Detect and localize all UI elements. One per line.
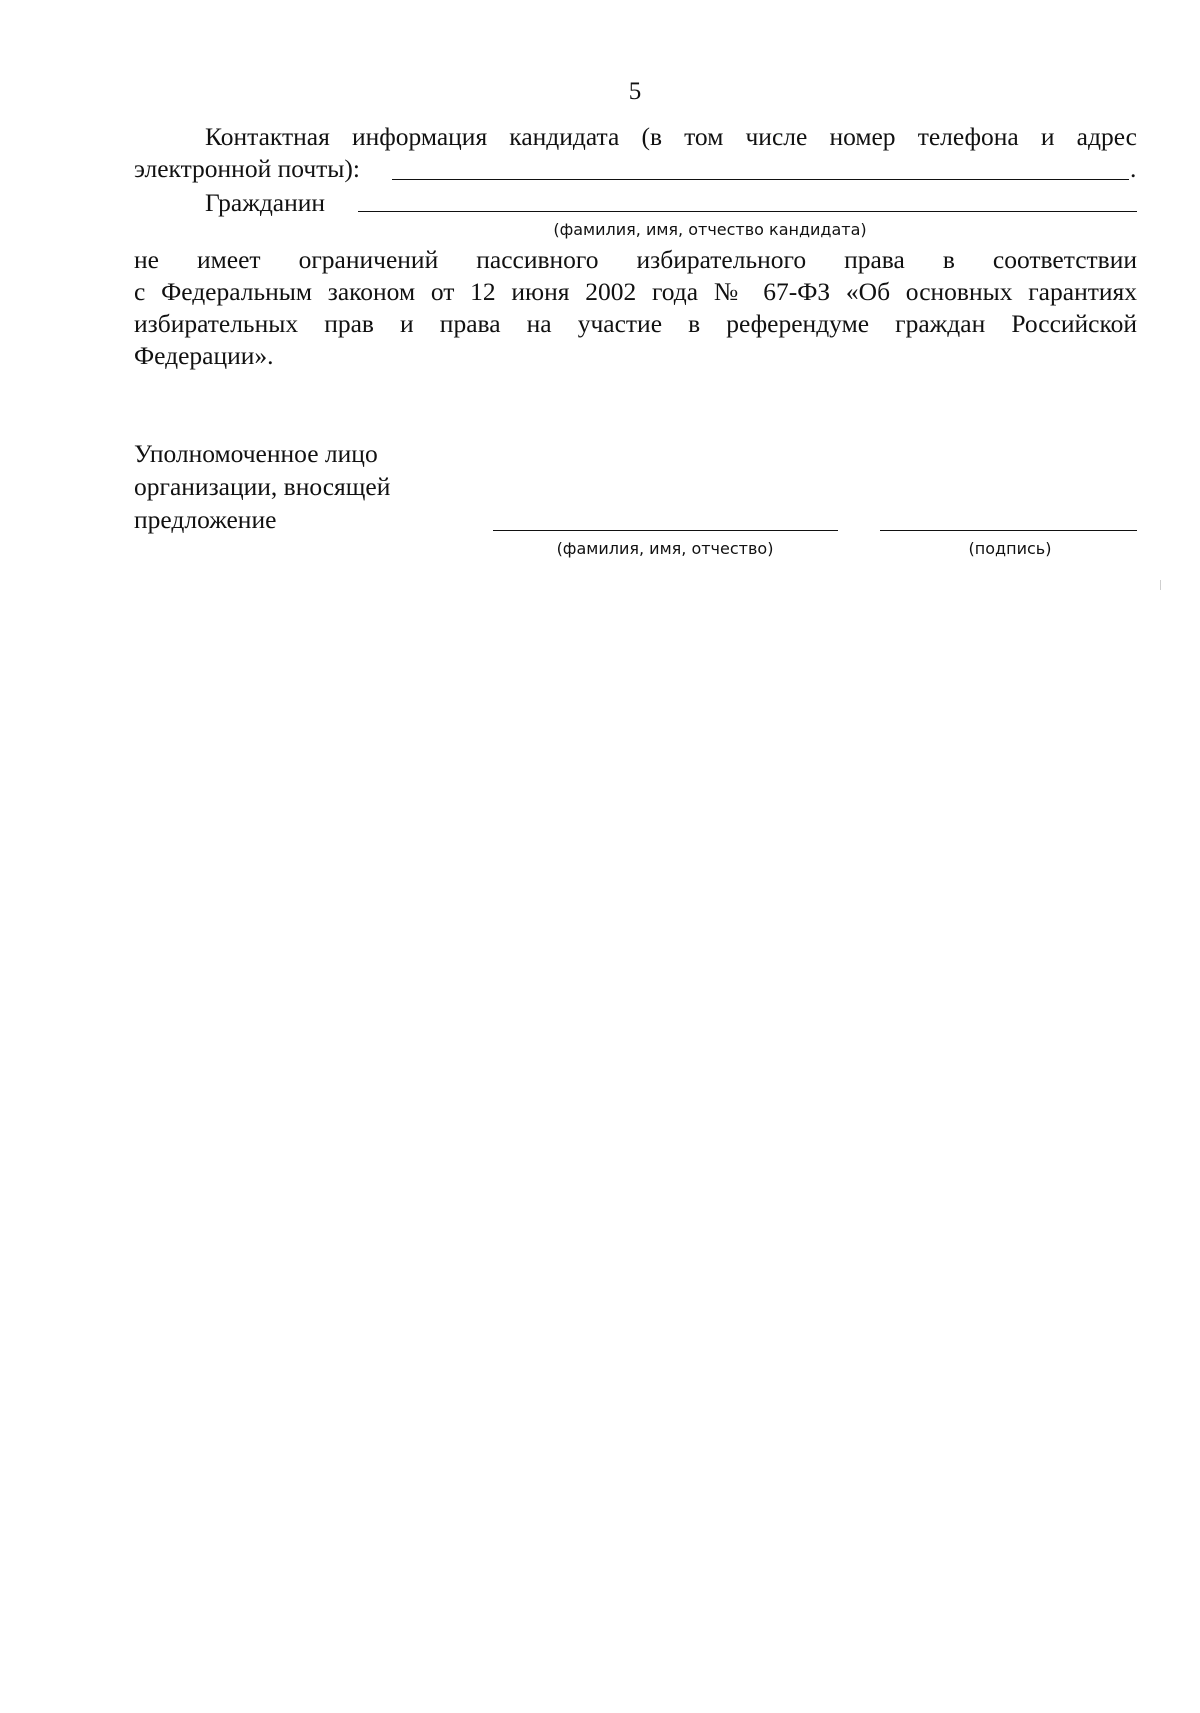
citizen-name-blank-line[interactable] xyxy=(358,211,1137,212)
authorized-person-label xyxy=(134,437,390,536)
statement-line-1: не имеет ограничений пассивного избирательного права в соответствии xyxy=(134,245,1137,274)
signature-caption: (подпись) xyxy=(968,539,1052,558)
contact-info-prefix: электронной почты): xyxy=(134,154,361,183)
scan-artifact-mark xyxy=(1160,580,1161,590)
signature-blank-line[interactable] xyxy=(880,530,1137,531)
contact-info-line: Контактная информация кандидата (в том числе номер телефона и адрес xyxy=(205,122,1137,151)
authorized-name-caption: (фамилия, имя, отчество) xyxy=(556,539,774,558)
authorized-label-line-2: организации, вносящей xyxy=(134,472,391,501)
contact-info-end-period: . xyxy=(1130,154,1137,183)
citizen-label: Гражданин xyxy=(205,188,326,217)
authorized-label-line-1: Уполномоченное лицо xyxy=(134,439,378,468)
authorized-name-blank-line[interactable] xyxy=(493,530,838,531)
statement-line-4: Федерации». xyxy=(134,341,274,370)
statement-line-3: избирательных прав и права на участие в референдуме граждан Российской xyxy=(134,309,1137,338)
statement-line-2: с Федеральным законом от 12 июня 2002 года № 67-ФЗ «Об основных гарантиях xyxy=(134,277,1137,306)
citizen-name-caption: (фамилия, имя, отчество кандидата) xyxy=(553,220,867,239)
contact-info-blank-line[interactable] xyxy=(392,179,1129,180)
authorized-label-line-3: предложение xyxy=(134,505,277,534)
page-number: 5 xyxy=(628,78,642,105)
